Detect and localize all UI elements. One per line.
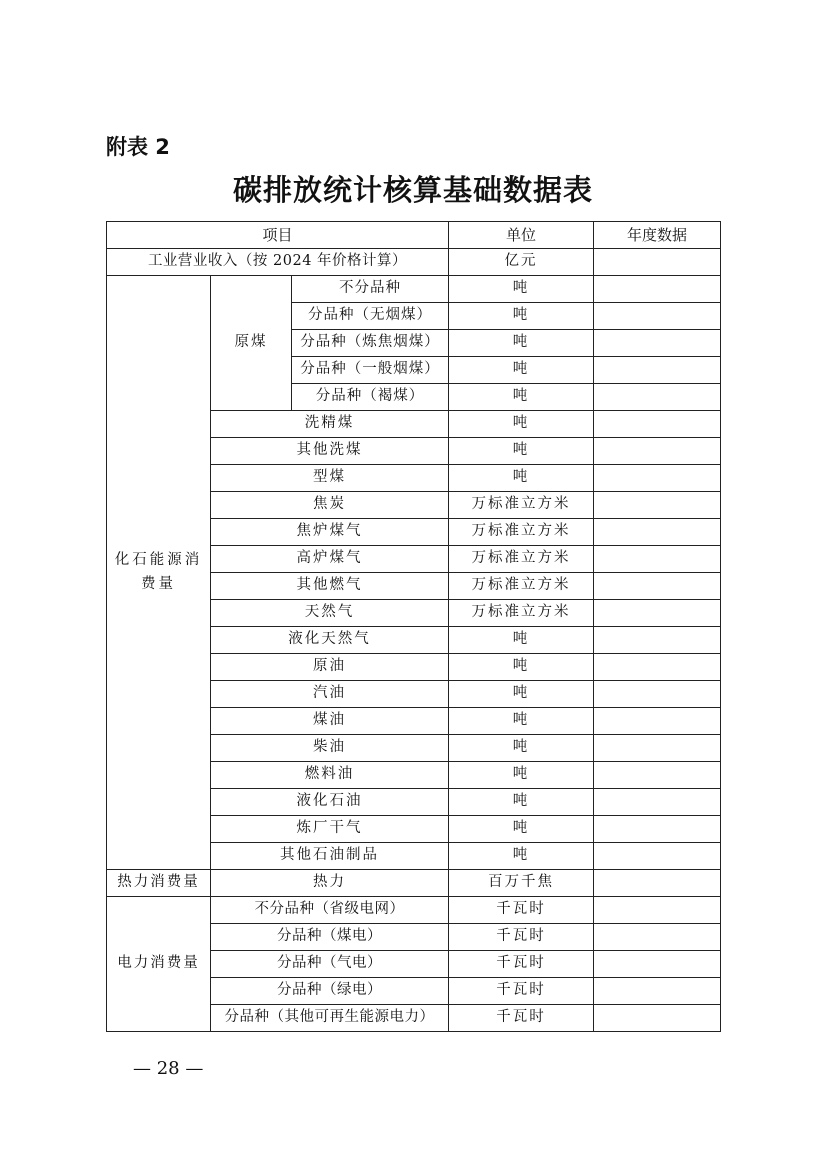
electricity-group-label: 电力消费量	[107, 897, 211, 1032]
fossil-item-unit: 万标准立方米	[449, 519, 594, 546]
raw-coal-item-value-cell[interactable]	[594, 384, 721, 411]
electricity-item-value-cell[interactable]	[594, 924, 721, 951]
electricity-item-unit: 千瓦时	[449, 978, 594, 1005]
fossil-item-label: 柴油	[211, 735, 449, 762]
fossil-item-value-cell[interactable]	[594, 438, 721, 465]
fossil-item-label: 天然气	[211, 600, 449, 627]
fossil-item-unit: 吨	[449, 708, 594, 735]
fossil-item-label: 其他燃气	[211, 573, 449, 600]
fossil-item-unit: 吨	[449, 789, 594, 816]
electricity-item-label: 分品种（气电）	[211, 951, 449, 978]
fossil-item-label: 高炉煤气	[211, 546, 449, 573]
heat-item-unit: 百万千焦	[449, 870, 594, 897]
fossil-item-value-cell[interactable]	[594, 843, 721, 870]
heat-item-value-cell[interactable]	[594, 870, 721, 897]
fossil-item-unit: 吨	[449, 816, 594, 843]
fossil-item-value-cell[interactable]	[594, 816, 721, 843]
fossil-item-label: 焦炉煤气	[211, 519, 449, 546]
fossil-item-unit: 万标准立方米	[449, 573, 594, 600]
fossil-item-label: 燃料油	[211, 762, 449, 789]
table-header-row	[107, 222, 721, 249]
fossil-item-value-cell[interactable]	[594, 600, 721, 627]
fossil-item-value-cell[interactable]	[594, 546, 721, 573]
table-row	[107, 897, 721, 924]
fossil-item-value-cell[interactable]	[594, 573, 721, 600]
fossil-item-value-cell[interactable]	[594, 411, 721, 438]
page-number: — 28 —	[133, 1058, 204, 1079]
fossil-item-unit: 吨	[449, 627, 594, 654]
fossil-energy-group-label: 化石能源消费量	[107, 276, 211, 870]
heat-group-label: 热力消费量	[107, 870, 211, 897]
fossil-item-unit: 吨	[449, 654, 594, 681]
fossil-item-label: 煤油	[211, 708, 449, 735]
table-row-heat	[107, 870, 721, 897]
table-row-revenue	[107, 249, 721, 276]
heat-item-label: 热力	[211, 870, 449, 897]
electricity-item-unit: 千瓦时	[449, 924, 594, 951]
electricity-item-unit: 千瓦时	[449, 897, 594, 924]
fossil-item-label: 型煤	[211, 465, 449, 492]
fossil-item-value-cell[interactable]	[594, 681, 721, 708]
fossil-item-label: 汽油	[211, 681, 449, 708]
fossil-item-label: 其他石油制品	[211, 843, 449, 870]
fossil-item-value-cell[interactable]	[594, 654, 721, 681]
fossil-item-unit: 吨	[449, 411, 594, 438]
fossil-item-unit: 万标准立方米	[449, 546, 594, 573]
raw-coal-item-label: 不分品种	[292, 276, 449, 303]
raw-coal-item-unit: 吨	[449, 276, 594, 303]
raw-coal-item-value-cell[interactable]	[594, 357, 721, 384]
electricity-item-label: 分品种（绿电）	[211, 978, 449, 1005]
raw-coal-item-label: 分品种（褐煤）	[292, 384, 449, 411]
raw-coal-item-label: 分品种（无烟煤）	[292, 303, 449, 330]
electricity-item-label: 分品种（煤电）	[211, 924, 449, 951]
raw-coal-item-label: 分品种（一般烟煤）	[292, 357, 449, 384]
header-annual-data: 年度数据	[594, 222, 721, 249]
fossil-item-unit: 吨	[449, 465, 594, 492]
raw-coal-item-value-cell[interactable]	[594, 303, 721, 330]
fossil-item-unit: 吨	[449, 438, 594, 465]
fossil-item-label: 焦炭	[211, 492, 449, 519]
fossil-item-label: 液化天然气	[211, 627, 449, 654]
fossil-item-unit: 吨	[449, 735, 594, 762]
fossil-item-unit: 吨	[449, 762, 594, 789]
fossil-item-label: 其他洗煤	[211, 438, 449, 465]
raw-coal-item-unit: 吨	[449, 357, 594, 384]
electricity-item-value-cell[interactable]	[594, 951, 721, 978]
document-title: 碳排放统计核算基础数据表	[232, 173, 593, 207]
raw-coal-item-label: 分品种（炼焦烟煤）	[292, 330, 449, 357]
electricity-item-unit: 千瓦时	[449, 1005, 594, 1032]
raw-coal-item-unit: 吨	[449, 303, 594, 330]
raw-coal-group-label: 原煤	[211, 276, 292, 411]
raw-coal-item-value-cell[interactable]	[594, 330, 721, 357]
fossil-item-value-cell[interactable]	[594, 789, 721, 816]
fossil-item-label: 洗精煤	[211, 411, 449, 438]
fossil-item-value-cell[interactable]	[594, 627, 721, 654]
fossil-item-value-cell[interactable]	[594, 762, 721, 789]
fossil-item-unit: 吨	[449, 843, 594, 870]
carbon-data-table	[106, 221, 721, 1032]
fossil-item-unit: 万标准立方米	[449, 492, 594, 519]
fossil-item-value-cell[interactable]	[594, 519, 721, 546]
header-unit: 单位	[449, 222, 594, 249]
fossil-item-label: 原油	[211, 654, 449, 681]
electricity-item-value-cell[interactable]	[594, 1005, 721, 1032]
electricity-item-label: 分品种（其他可再生能源电力）	[211, 1005, 449, 1032]
fossil-item-unit: 吨	[449, 681, 594, 708]
electricity-item-label: 不分品种（省级电网）	[211, 897, 449, 924]
electricity-item-value-cell[interactable]	[594, 978, 721, 1005]
revenue-value-cell[interactable]	[594, 249, 721, 276]
raw-coal-item-unit: 吨	[449, 384, 594, 411]
raw-coal-item-value-cell[interactable]	[594, 276, 721, 303]
fossil-item-unit: 万标准立方米	[449, 600, 594, 627]
revenue-unit: 亿元	[449, 249, 594, 276]
raw-coal-item-unit: 吨	[449, 330, 594, 357]
electricity-item-value-cell[interactable]	[594, 897, 721, 924]
fossil-item-value-cell[interactable]	[594, 735, 721, 762]
fossil-item-value-cell[interactable]	[594, 465, 721, 492]
electricity-item-unit: 千瓦时	[449, 951, 594, 978]
fossil-item-label: 炼厂干气	[211, 816, 449, 843]
revenue-label: 工业营业收入（按 2024 年价格计算）	[107, 249, 449, 276]
appendix-label: 附表 2	[106, 135, 170, 159]
header-item: 项目	[107, 222, 449, 249]
fossil-item-label: 液化石油	[211, 789, 449, 816]
fossil-item-value-cell[interactable]	[594, 492, 721, 519]
fossil-item-value-cell[interactable]	[594, 708, 721, 735]
table-row	[107, 276, 721, 303]
